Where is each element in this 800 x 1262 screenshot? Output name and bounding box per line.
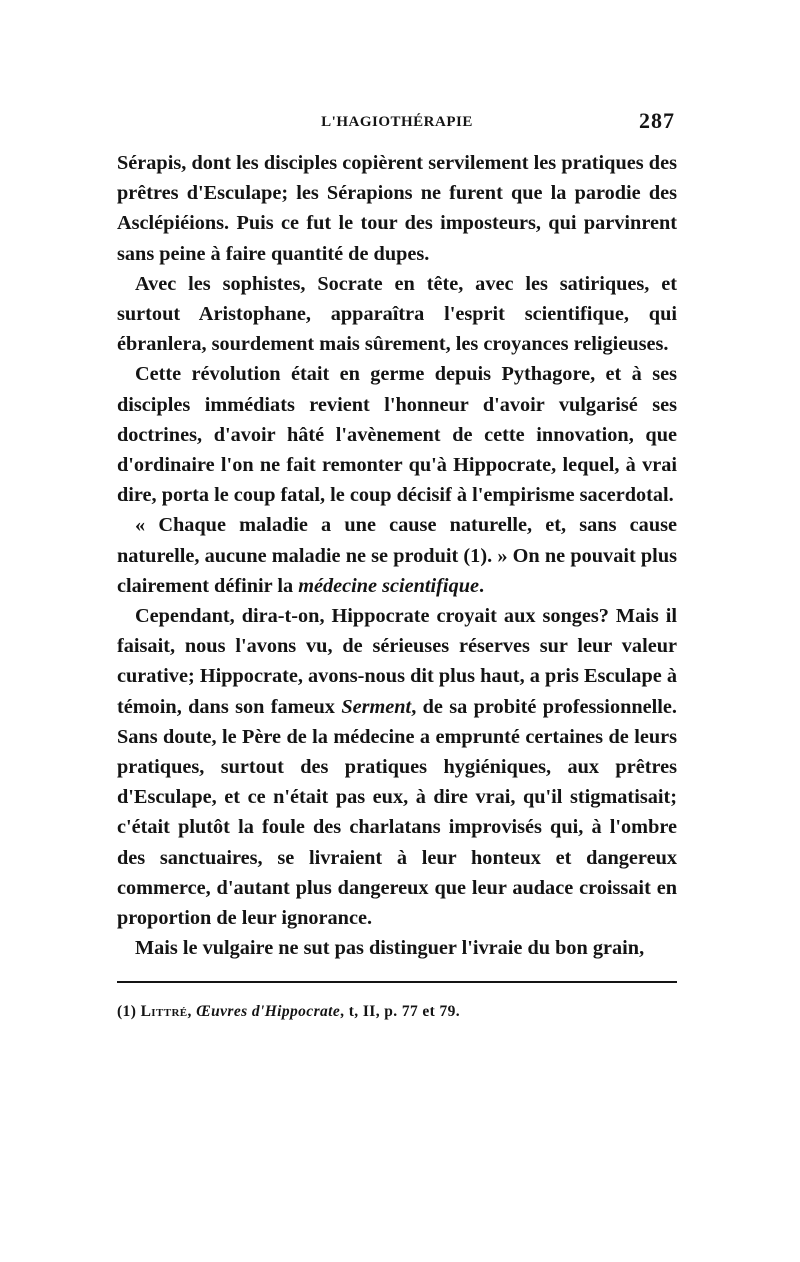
text-run: Sérapis, dont les disciples copièrent servilement les pratiques des prêtres d'Esculape; les Sérapions ne furent que la parodie des Asclépiéions. Puis ce fut le tour des imposteurs, qui parvinrent sans peine à faire quantité de dupes. [117,152,677,265]
text-run: . [479,574,485,597]
text-run: Avec les sophistes, Socrate en tête, avec les satiriques, et surtout Aristophane, apparaîtra l'esprit scientifique, qui ébranlera, sourdement mais sûrement, les croyances religieuses. [117,272,677,356]
paragraph [117,359,677,510]
paragraph [117,269,677,360]
body-text [117,148,677,963]
text-run: « Chaque maladie a une cause naturelle, et, sans cause naturelle, aucune maladie ne se produit (1). » On ne pouvait plus clairement définir la [117,514,677,597]
running-title: L'HAGIOTHÉRAPIE [321,114,473,130]
footnote-reference: , t, II, p. 77 et 79. [340,1003,461,1021]
paragraph [117,148,677,269]
paragraph [117,933,677,963]
footnote-author: Littré, [140,1003,192,1021]
text-run: Mais le vulgaire ne sut pas distinguer l'ivraie du bon grain, [135,937,645,960]
italic-phrase: Serment [341,695,412,718]
footnote-marker: (1) [117,1003,137,1021]
page-number: 287 [639,108,675,133]
text-run: Cependant, dira-t-on, Hippocrate croyait aux songes? Mais il faisait, nous l'avons vu, de sérieuses réserves sur leur valeur curative; Hippocrate, avons-nous dit plus haut, a pris Esculape à témoin, dans son fameux [117,605,677,718]
italic-phrase: médecine scientifique [298,574,479,597]
paragraph [117,601,677,933]
running-head [117,108,677,140]
text-run: , de sa probité professionnelle. Sans doute, le Père de la médecine a emprunté certaines de leurs pratiques, surtout des pratiques hygiéniques, aux prêtres d'Esculape, et ce n'était pas eux, à dire vrai, qu'il stigmatisait; c'était plutôt la foule des charlatans improvisés qui, à l'ombre des sanctuaires, se livraient à leur honteux et dangereux commerce, d'autant plus dangereux que leur audace croissait en proportion de leur ignorance. [117,695,677,930]
book-page [117,108,677,1021]
footnote [117,1003,677,1021]
paragraph [117,510,677,601]
footnote-title: Œuvres d'Hippocrate [196,1003,341,1021]
footnote-rule [117,981,677,983]
text-run: Cette révolution était en germe depuis Pythagore, et à ses disciples immédiats revient l'honneur d'avoir vulgarisé ses doctrines, d'avoir hâté l'avènement de cette innovation, que d'ordinaire l'on ne fait remonter qu'à Hippocrate, lequel, à vrai dire, porta le coup fatal, le coup décisif à l'empirisme sacerdotal. [117,363,677,507]
